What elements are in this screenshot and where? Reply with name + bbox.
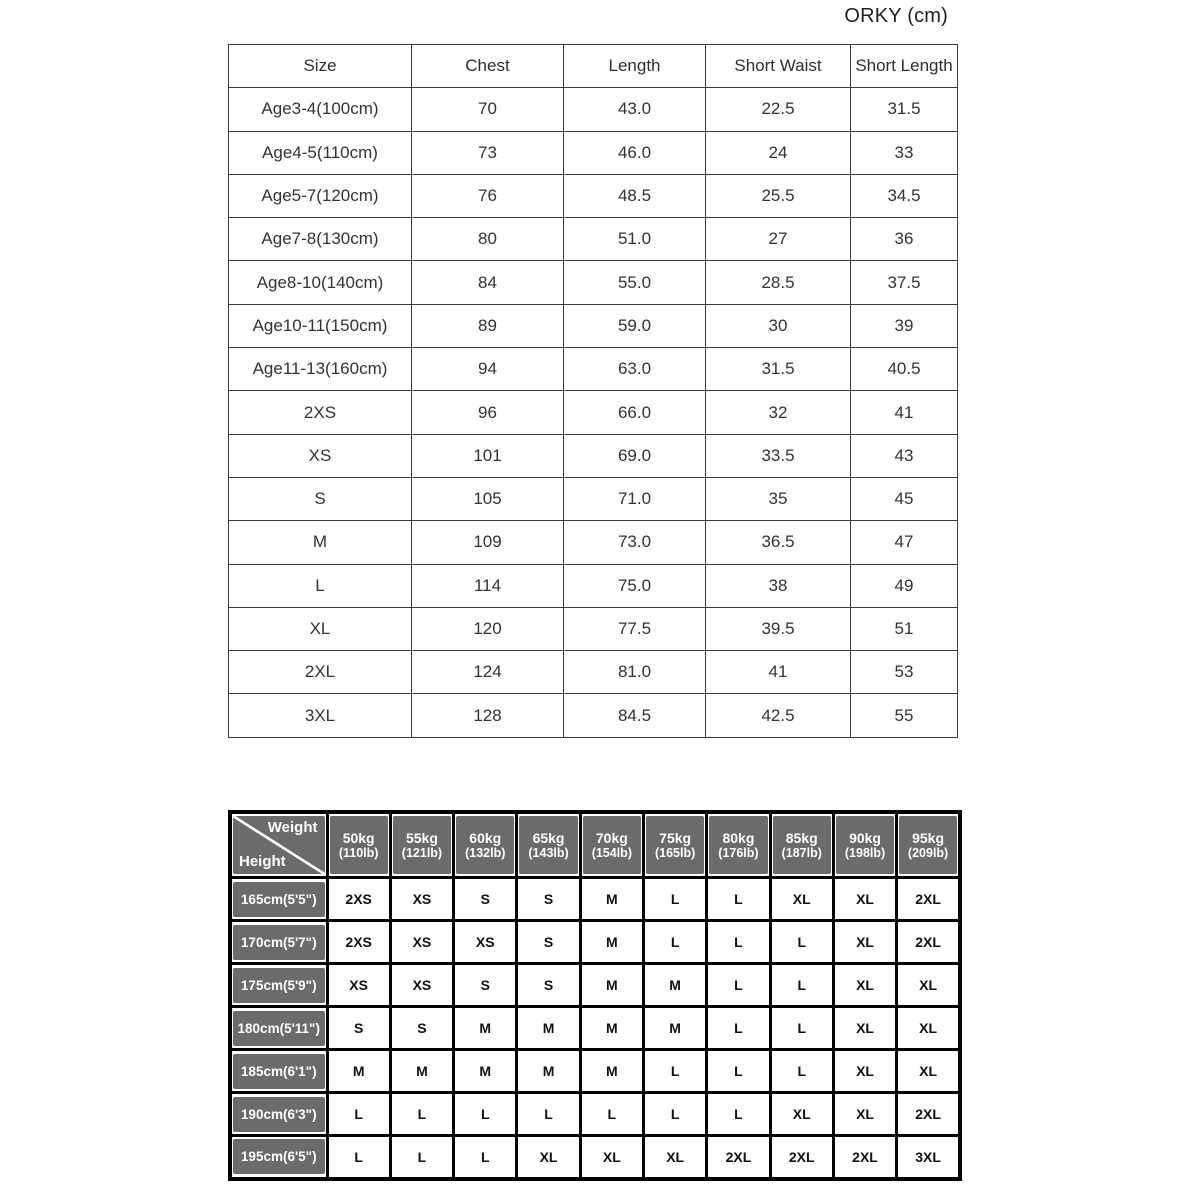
measurement-cell: 80 <box>412 218 564 261</box>
weight-lb-label: (110lb) <box>338 846 379 860</box>
height-header-cell <box>230 1050 327 1093</box>
height-label-box <box>233 1097 325 1132</box>
measurement-cell: 75.0 <box>564 564 706 607</box>
measurement-cell: 84 <box>412 261 564 304</box>
measurement-cell: 36 <box>851 218 958 261</box>
recommended-size-cell: XS <box>454 921 517 964</box>
size-label-cell: XS <box>229 434 412 477</box>
height-label: 190cm(6'3") <box>240 1106 317 1122</box>
measurement-cell: 69.0 <box>564 434 706 477</box>
fit-chart-row <box>230 1093 960 1136</box>
measurement-cell: 59.0 <box>564 304 706 347</box>
weight-kg-label: 85kg <box>785 830 818 846</box>
measurement-cell: 47 <box>851 521 958 564</box>
corner-height-label: Height <box>239 853 286 870</box>
height-header-cell <box>230 1007 327 1050</box>
size-chart-row <box>229 564 958 607</box>
measurement-cell: 81.0 <box>564 651 706 694</box>
recommended-size-cell: XL <box>833 1093 896 1136</box>
height-header-cell <box>230 878 327 921</box>
measurement-cell: 77.5 <box>564 607 706 650</box>
measurement-cell: 70 <box>412 88 564 131</box>
recommended-size-cell: S <box>390 1007 453 1050</box>
recommended-size-cell: L <box>327 1136 390 1179</box>
recommended-size-cell: M <box>454 1007 517 1050</box>
measurement-cell: 128 <box>412 694 564 737</box>
recommended-size-cell: XL <box>770 1093 833 1136</box>
recommended-size-cell: L <box>390 1136 453 1179</box>
measurement-cell: 53 <box>851 651 958 694</box>
recommended-size-cell: 2XL <box>707 1136 770 1179</box>
recommended-size-cell: L <box>770 964 833 1007</box>
recommended-size-cell: M <box>580 878 643 921</box>
measurement-cell: 63.0 <box>564 348 706 391</box>
measurement-cell: 51 <box>851 607 958 650</box>
recommended-size-cell: XS <box>390 921 453 964</box>
recommended-size-cell: M <box>580 964 643 1007</box>
recommended-size-cell: 2XL <box>833 1136 896 1179</box>
recommended-size-cell: M <box>454 1050 517 1093</box>
recommended-size-cell: 2XS <box>327 878 390 921</box>
height-header-cell <box>230 1093 327 1136</box>
measurement-cell: 89 <box>412 304 564 347</box>
size-chart-row <box>229 477 958 520</box>
measurement-cell: 42.5 <box>706 694 851 737</box>
weight-header-cell <box>833 812 896 878</box>
size-chart-column-header: Size <box>229 45 412 88</box>
recommended-size-cell: L <box>707 964 770 1007</box>
weight-lb-label: (121lb) <box>401 846 443 860</box>
weight-header-box <box>393 816 451 874</box>
measurement-cell: 39 <box>851 304 958 347</box>
measurement-cell: 24 <box>706 131 851 174</box>
size-label-cell: Age8-10(140cm) <box>229 261 412 304</box>
size-label-cell: Age4-5(110cm) <box>229 131 412 174</box>
size-chart-row <box>229 434 958 477</box>
recommended-size-cell: L <box>580 1093 643 1136</box>
measurement-cell: 46.0 <box>564 131 706 174</box>
size-label-cell: Age10-11(150cm) <box>229 304 412 347</box>
recommended-size-cell: L <box>643 1093 706 1136</box>
measurement-cell: 36.5 <box>706 521 851 564</box>
recommended-size-cell: XL <box>833 921 896 964</box>
weight-header-box <box>899 816 957 874</box>
size-chart-row <box>229 304 958 347</box>
height-label-box <box>233 882 325 917</box>
weight-lb-label: (176lb) <box>718 846 759 860</box>
height-header-cell <box>230 921 327 964</box>
measurement-cell: 31.5 <box>706 348 851 391</box>
measurement-cell: 38 <box>706 564 851 607</box>
recommended-size-cell: XL <box>643 1136 706 1179</box>
size-label-cell: Age3-4(100cm) <box>229 88 412 131</box>
size-chart-row <box>229 261 958 304</box>
weight-header-cell <box>770 812 833 878</box>
recommended-size-cell: L <box>770 1050 833 1093</box>
size-chart-row <box>229 131 958 174</box>
recommended-size-cell: XL <box>897 1007 960 1050</box>
measurement-cell: 41 <box>851 391 958 434</box>
weight-lb-label: (198lb) <box>844 846 886 860</box>
recommended-size-cell: XS <box>390 964 453 1007</box>
recommended-size-cell: S <box>327 1007 390 1050</box>
recommended-size-cell: XL <box>833 1050 896 1093</box>
measurement-cell: 43 <box>851 434 958 477</box>
height-label: 195cm(6'5") <box>240 1149 317 1165</box>
measurement-cell: 105 <box>412 477 564 520</box>
recommended-size-cell: L <box>707 1093 770 1136</box>
measurement-cell: 33.5 <box>706 434 851 477</box>
measurement-cell: 73 <box>412 131 564 174</box>
recommended-size-cell: S <box>517 878 580 921</box>
height-label: 185cm(6'1") <box>240 1063 317 1079</box>
recommended-size-cell: L <box>643 1050 706 1093</box>
fit-chart-table <box>228 810 962 1181</box>
weight-header-box <box>646 816 704 874</box>
height-label-box <box>233 1139 325 1174</box>
recommended-size-cell: L <box>707 921 770 964</box>
measurement-cell: 32 <box>706 391 851 434</box>
size-chart-row <box>229 651 958 694</box>
fit-chart-row <box>230 921 960 964</box>
weight-header-box <box>583 816 641 874</box>
height-header-cell <box>230 964 327 1007</box>
recommended-size-cell: XS <box>327 964 390 1007</box>
measurement-cell: 31.5 <box>851 88 958 131</box>
recommended-size-cell: 2XL <box>897 878 960 921</box>
weight-header-cell <box>390 812 453 878</box>
measurement-cell: 76 <box>412 174 564 217</box>
size-chart-row <box>229 694 958 737</box>
measurement-cell: 30 <box>706 304 851 347</box>
weight-kg-label: 75kg <box>659 830 692 846</box>
measurement-cell: 43.0 <box>564 88 706 131</box>
weight-kg-label: 90kg <box>849 830 881 846</box>
fit-chart-row <box>230 1136 960 1179</box>
recommended-size-cell: S <box>517 921 580 964</box>
recommended-size-cell: 3XL <box>897 1136 960 1179</box>
weight-header-cell <box>327 812 390 878</box>
recommended-size-cell: L <box>327 1093 390 1136</box>
height-label-box <box>233 1011 325 1046</box>
chart-title: ORKY (cm) <box>844 5 948 27</box>
size-chart-row <box>229 391 958 434</box>
size-chart-column-header: Length <box>564 45 706 88</box>
recommended-size-cell: XS <box>390 878 453 921</box>
weight-kg-label: 50kg <box>342 830 375 846</box>
weight-lb-label: (187lb) <box>781 846 822 860</box>
measurement-cell: 124 <box>412 651 564 694</box>
corner-weight-label: Weight <box>267 819 318 836</box>
measurement-cell: 37.5 <box>851 261 958 304</box>
recommended-size-cell: XL <box>770 878 833 921</box>
weight-header-box <box>773 816 831 874</box>
recommended-size-cell: L <box>707 1007 770 1050</box>
recommended-size-cell: XL <box>833 964 896 1007</box>
measurement-cell: 55.0 <box>564 261 706 304</box>
size-chart-row <box>229 521 958 564</box>
measurement-cell: 41 <box>706 651 851 694</box>
recommended-size-cell: M <box>580 1007 643 1050</box>
recommended-size-cell: XL <box>897 964 960 1007</box>
recommended-size-cell: 2XL <box>770 1136 833 1179</box>
recommended-size-cell: M <box>643 1007 706 1050</box>
size-label-cell: 2XL <box>229 651 412 694</box>
recommended-size-cell: L <box>390 1093 453 1136</box>
recommended-size-cell: XL <box>580 1136 643 1179</box>
weight-lb-label: (154lb) <box>591 846 632 860</box>
size-label-cell: Age11-13(160cm) <box>229 348 412 391</box>
recommended-size-cell: XL <box>517 1136 580 1179</box>
recommended-size-cell: S <box>454 878 517 921</box>
height-header-cell <box>230 1136 327 1179</box>
weight-header-box <box>456 816 514 874</box>
size-label-cell: S <box>229 477 412 520</box>
weight-header-box <box>519 816 577 874</box>
measurement-cell: 25.5 <box>706 174 851 217</box>
measurement-cell: 96 <box>412 391 564 434</box>
measurement-cell: 49 <box>851 564 958 607</box>
height-label-box <box>233 1054 325 1089</box>
measurement-cell: 45 <box>851 477 958 520</box>
size-chart-column-header: Short Waist <box>706 45 851 88</box>
size-chart-row <box>229 218 958 261</box>
measurement-cell: 33 <box>851 131 958 174</box>
weight-kg-label: 60kg <box>469 830 502 846</box>
measurement-cell: 35 <box>706 477 851 520</box>
weight-header-box <box>330 816 388 874</box>
fit-chart-header-row <box>230 812 960 878</box>
size-label-cell: Age5-7(120cm) <box>229 174 412 217</box>
weight-kg-label: 80kg <box>722 830 755 846</box>
measurement-cell: 71.0 <box>564 477 706 520</box>
measurement-cell: 27 <box>706 218 851 261</box>
size-label-cell: XL <box>229 607 412 650</box>
recommended-size-cell: L <box>770 1007 833 1050</box>
measurement-cell: 84.5 <box>564 694 706 737</box>
recommended-size-cell: 2XL <box>897 921 960 964</box>
fit-chart-row <box>230 964 960 1007</box>
weight-lb-label: (209lb) <box>907 846 949 860</box>
measurement-cell: 28.5 <box>706 261 851 304</box>
size-chart-row <box>229 607 958 650</box>
size-chart-body <box>229 88 958 737</box>
recommended-size-cell: M <box>643 964 706 1007</box>
weight-kg-label: 95kg <box>912 830 945 846</box>
weight-header-cell <box>643 812 706 878</box>
size-chart-row <box>229 174 958 217</box>
measurement-cell: 109 <box>412 521 564 564</box>
recommended-size-cell: 2XL <box>897 1093 960 1136</box>
height-label: 170cm(5'7") <box>240 934 317 950</box>
fit-chart-row <box>230 1050 960 1093</box>
recommended-size-cell: L <box>707 1050 770 1093</box>
measurement-cell: 48.5 <box>564 174 706 217</box>
weight-header-box <box>709 816 767 874</box>
recommended-size-cell: XL <box>833 1007 896 1050</box>
measurement-cell: 51.0 <box>564 218 706 261</box>
recommended-size-cell: L <box>643 921 706 964</box>
measurement-cell: 101 <box>412 434 564 477</box>
weight-lb-label: (132lb) <box>465 846 506 860</box>
height-label: 165cm(5'5") <box>240 891 317 907</box>
weight-kg-label: 65kg <box>532 830 565 846</box>
measurement-cell: 73.0 <box>564 521 706 564</box>
fit-chart-body <box>230 878 960 1179</box>
recommended-size-cell: 2XS <box>327 921 390 964</box>
size-label-cell: 2XS <box>229 391 412 434</box>
measurement-cell: 34.5 <box>851 174 958 217</box>
weight-lb-label: (143lb) <box>528 846 569 860</box>
size-label-cell: 3XL <box>229 694 412 737</box>
size-label-cell: M <box>229 521 412 564</box>
size-chart-column-header: Short Length <box>851 45 958 88</box>
recommended-size-cell: M <box>327 1050 390 1093</box>
weight-header-cell <box>454 812 517 878</box>
measurement-cell: 120 <box>412 607 564 650</box>
measurement-cell: 114 <box>412 564 564 607</box>
recommended-size-cell: S <box>517 964 580 1007</box>
corner-header-cell <box>230 812 327 878</box>
recommended-size-cell: XL <box>833 878 896 921</box>
recommended-size-cell: L <box>454 1136 517 1179</box>
measurement-cell: 40.5 <box>851 348 958 391</box>
size-chart-row <box>229 348 958 391</box>
recommended-size-cell: L <box>643 878 706 921</box>
measurement-cell: 55 <box>851 694 958 737</box>
recommended-size-cell: M <box>390 1050 453 1093</box>
size-chart-row <box>229 88 958 131</box>
recommended-size-cell: M <box>517 1050 580 1093</box>
fit-chart-row <box>230 878 960 921</box>
measurement-cell: 22.5 <box>706 88 851 131</box>
weight-header-cell <box>707 812 770 878</box>
size-chart-column-header: Chest <box>412 45 564 88</box>
recommended-size-cell: L <box>454 1093 517 1136</box>
weight-header-cell <box>517 812 580 878</box>
height-label: 175cm(5'9") <box>240 977 317 993</box>
size-label-cell: L <box>229 564 412 607</box>
size-chart-header-row <box>229 45 958 88</box>
recommended-size-cell: L <box>770 921 833 964</box>
measurement-cell: 39.5 <box>706 607 851 650</box>
measurement-cell: 66.0 <box>564 391 706 434</box>
fit-chart-row <box>230 1007 960 1050</box>
recommended-size-cell: L <box>707 878 770 921</box>
recommended-size-cell: S <box>454 964 517 1007</box>
height-label-box <box>233 968 325 1003</box>
recommended-size-cell: M <box>580 921 643 964</box>
recommended-size-cell: L <box>517 1093 580 1136</box>
weight-header-cell <box>580 812 643 878</box>
weight-lb-label: (165lb) <box>654 846 696 860</box>
recommended-size-cell: M <box>580 1050 643 1093</box>
weight-height-corner <box>233 816 325 874</box>
height-label: 180cm(5'11") <box>237 1020 320 1036</box>
weight-header-box <box>836 816 894 874</box>
measurement-cell: 94 <box>412 348 564 391</box>
size-label-cell: Age7-8(130cm) <box>229 218 412 261</box>
recommended-size-cell: XL <box>897 1050 960 1093</box>
weight-kg-label: 70kg <box>595 830 628 846</box>
weight-header-cell <box>897 812 960 878</box>
height-label-box <box>233 925 325 960</box>
size-chart-table <box>228 44 958 738</box>
recommended-size-cell: M <box>517 1007 580 1050</box>
weight-kg-label: 55kg <box>405 830 438 846</box>
